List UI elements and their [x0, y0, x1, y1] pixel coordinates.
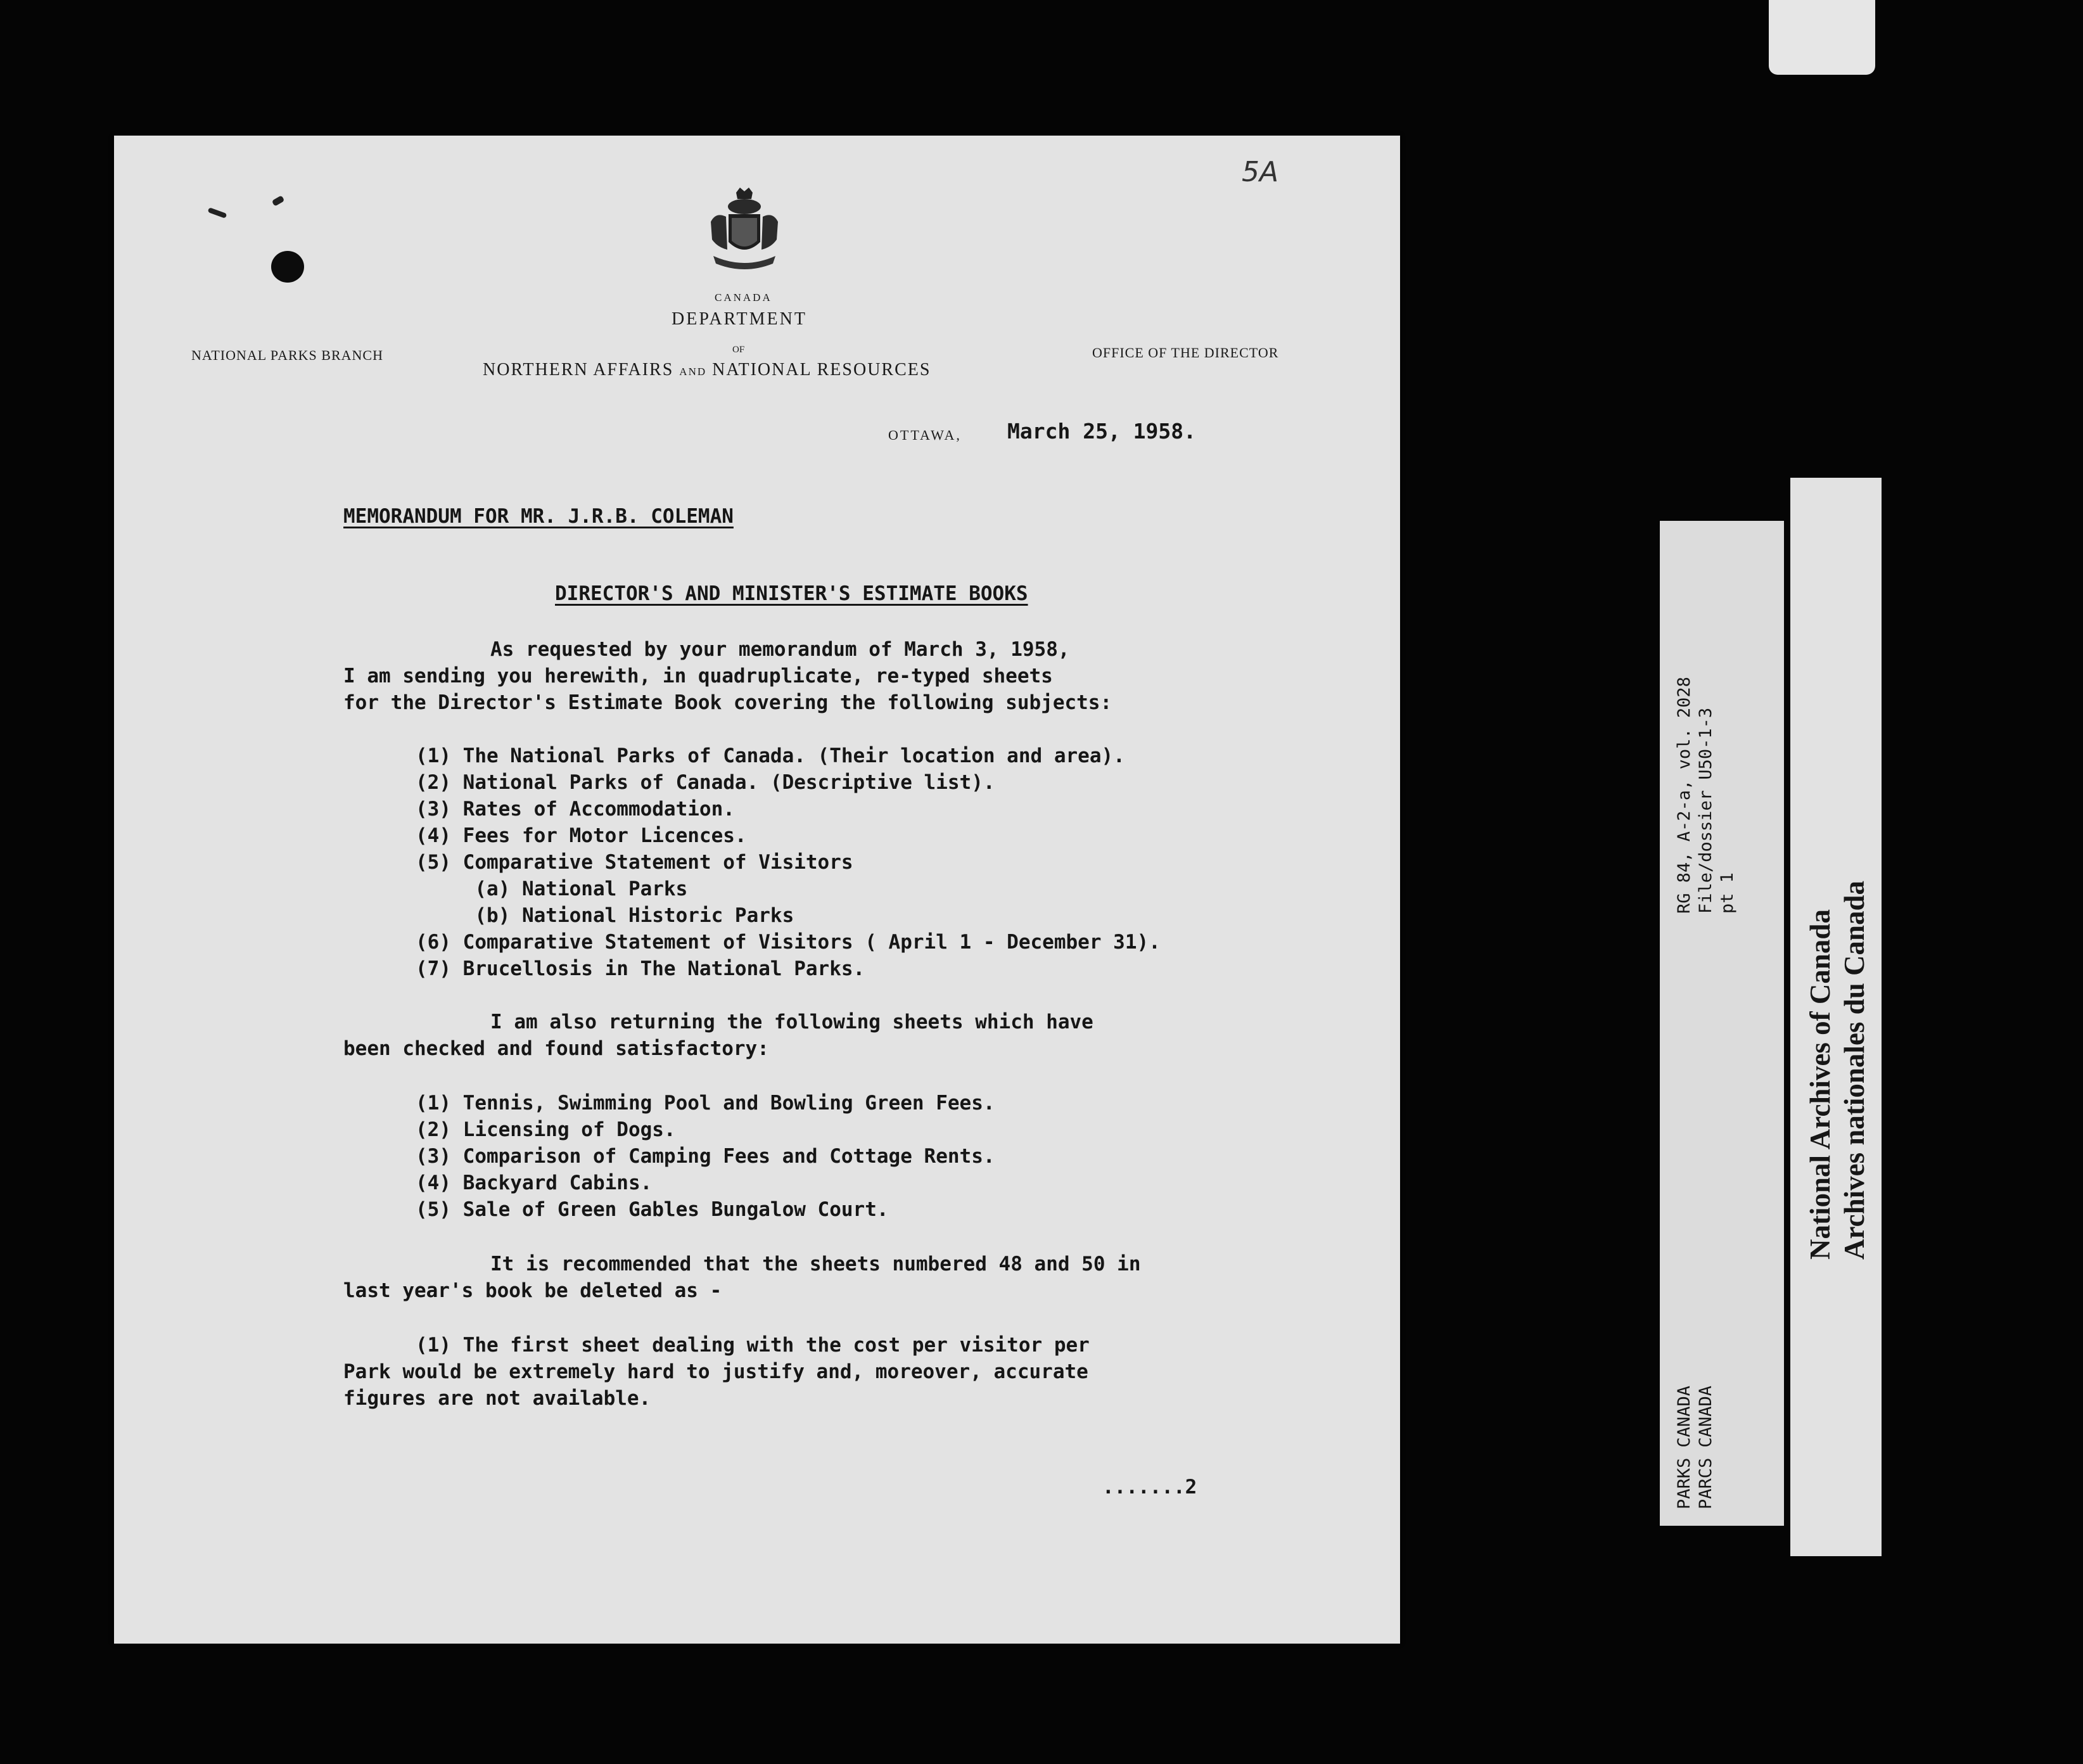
paragraph-line: I am sending you herewith, in quadruplicate, re-typed sheets: [343, 665, 1053, 687]
list-item: (7) Brucellosis in The National Parks.: [416, 957, 865, 980]
archives-text: [1803, 881, 1871, 1260]
archives-label: [1790, 478, 1882, 1556]
paragraph-line: As requested by your memorandum of March 3, 1958,: [490, 638, 1070, 661]
paragraph-line: last year's book be deleted as -: [343, 1279, 722, 1302]
archives-line: National Archives of Canada: [1804, 909, 1836, 1260]
list-item: (1) The National Parks of Canada. (Their location and area).: [416, 745, 1125, 767]
reference-line: RG 84, A-2-a, vol. 2028: [1674, 677, 1694, 914]
paragraph-line: been checked and found satisfactory:: [343, 1037, 769, 1060]
memo-date: March 25, 1958.: [1007, 419, 1197, 444]
letterhead-office: OFFICE OF THE DIRECTOR: [1092, 345, 1279, 361]
agency-line: PARKS CANADA: [1674, 1385, 1694, 1509]
ink-mark: [272, 195, 285, 207]
ministry-and: AND: [679, 366, 707, 378]
list-item: (5) Sale of Green Gables Bungalow Court.: [416, 1198, 889, 1221]
memo-page: [114, 136, 1400, 1644]
list-item: (4) Backyard Cabins.: [416, 1172, 653, 1194]
letterhead-of: OF: [732, 345, 745, 355]
list-item: (3) Rates of Accommodation.: [416, 798, 735, 821]
reference-label: [1660, 521, 1784, 1526]
memo-recipient: MEMORANDUM FOR MR. J.R.B. COLEMAN: [343, 505, 734, 528]
reference-text: [1674, 677, 1738, 914]
reference-line: File/dossier U50-1-3: [1696, 707, 1716, 914]
ministry-left: NORTHERN AFFAIRS: [483, 360, 674, 380]
letterhead-ministry: [483, 360, 931, 380]
ink-spot: [271, 251, 304, 283]
list-item: (6) Comparative Statement of Visitors ( April 1 - December 31).: [416, 931, 1161, 954]
list-item: (4) Fees for Motor Licences.: [416, 824, 747, 847]
ministry-right: NATIONAL RESOURCES: [712, 360, 931, 380]
film-tab: [1769, 0, 1875, 75]
ink-mark: [208, 207, 227, 219]
reference-line: pt 1: [1717, 872, 1737, 914]
list-item: (2) Licensing of Dogs.: [416, 1118, 676, 1141]
letterhead-department: DEPARTMENT: [672, 309, 807, 329]
place-label: OTTAWA,: [888, 427, 962, 443]
list-item: (1) Tennis, Swimming Pool and Bowling Green Fees.: [416, 1092, 995, 1115]
paragraph-line: for the Director's Estimate Book covering the following subjects:: [343, 691, 1112, 714]
list-item: (2) National Parks of Canada. (Descriptive list).: [416, 771, 995, 794]
agency-text: [1674, 1386, 1717, 1509]
agency-line: PARCS CANADA: [1696, 1385, 1716, 1509]
continuation-marker: .......2: [1102, 1476, 1197, 1499]
list-item: (5) Comparative Statement of Visitors: [416, 851, 853, 874]
paragraph-line: Park would be extremely hard to justify and, moreover, accurate: [343, 1360, 1088, 1383]
handwritten-page-number: 5A: [1242, 156, 1279, 188]
coat-of-arms-icon: [703, 186, 786, 275]
paragraph-line: (1) The first sheet dealing with the cost per visitor per: [416, 1334, 1090, 1357]
archives-line: Archives nationales du Canada: [1838, 880, 1870, 1260]
paragraph-line: figures are not available.: [343, 1387, 651, 1410]
memo-subject: DIRECTOR'S AND MINISTER'S ESTIMATE BOOKS: [555, 582, 1028, 605]
list-item: (a) National Parks: [416, 878, 688, 900]
letterhead-country: CANADA: [715, 291, 772, 304]
paragraph-line: I am also returning the following sheets which have: [490, 1011, 1093, 1033]
list-item: (3) Comparison of Camping Fees and Cottage Rents.: [416, 1145, 995, 1168]
paragraph-line: It is recommended that the sheets numbered 48 and 50 in: [490, 1253, 1141, 1275]
list-item: (b) National Historic Parks: [416, 904, 794, 927]
letterhead-branch: NATIONAL PARKS BRANCH: [191, 347, 383, 363]
